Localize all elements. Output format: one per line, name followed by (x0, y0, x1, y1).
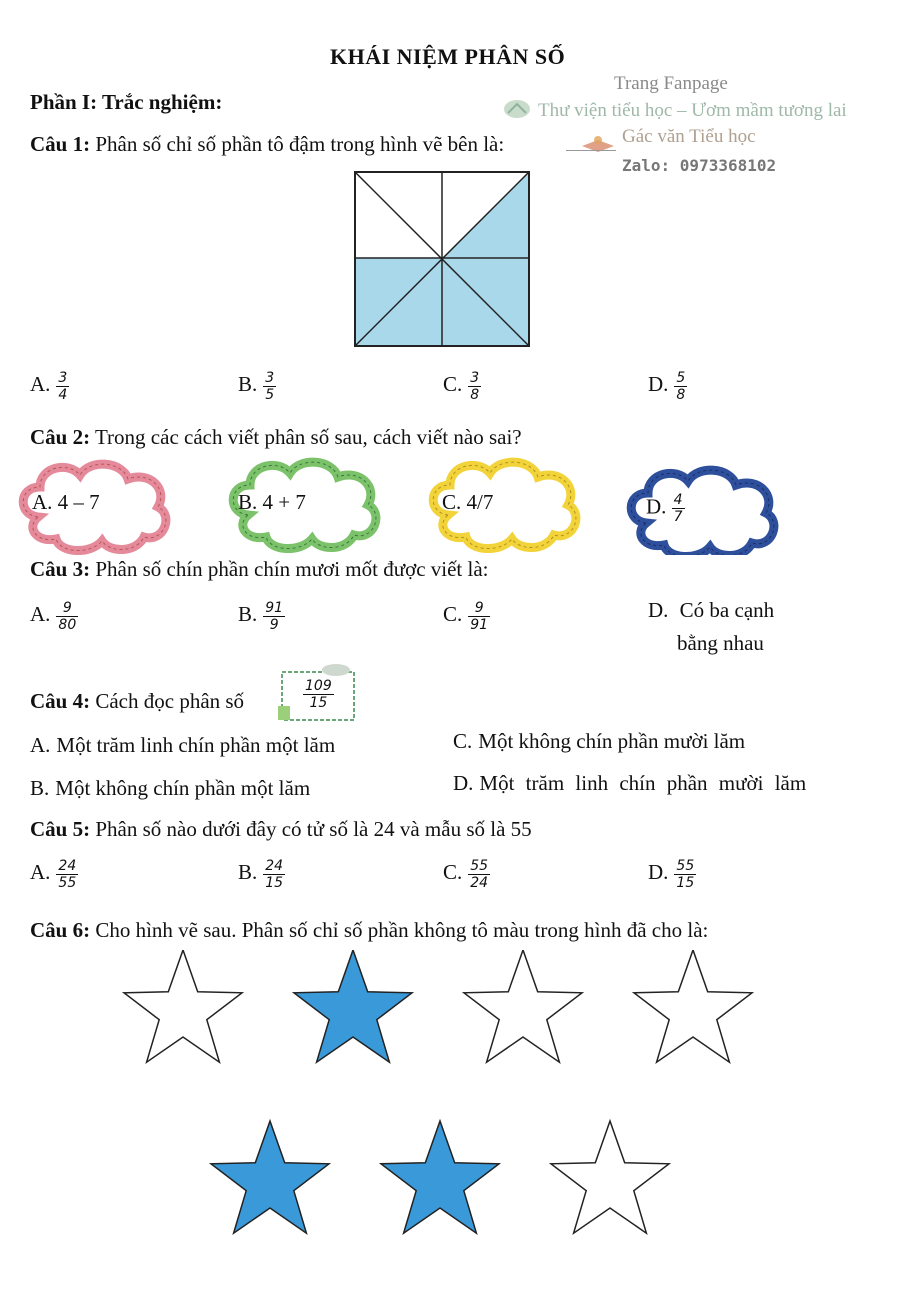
star-outline-icon (634, 950, 752, 1062)
q3-option-a[interactable]: A. $\frac{9}{80}$ (30, 600, 77, 634)
question-4: Câu 4: Cách đọc phân số (30, 689, 245, 713)
q4-option-c[interactable]: C. Một không chín phần mười lăm (453, 729, 746, 753)
q2-option-b[interactable]: B. 4 + 7 (238, 490, 306, 514)
watermark-line4: Zalo: 0973368102 (622, 156, 777, 175)
q5-option-a[interactable]: A. $\frac{24}{55}$ (30, 858, 77, 892)
part-heading: Phần I: Trắc nghiệm: (30, 90, 223, 114)
q3-option-c[interactable]: C. $\frac{9}{91}$ (443, 600, 489, 634)
q4-option-a[interactable]: A. Một trăm linh chín phần một lăm (30, 733, 336, 757)
q1-option-a[interactable]: A. $\frac{3}{4}$ (30, 370, 68, 404)
star-outline-icon (464, 950, 582, 1062)
q1-option-c[interactable]: C. $\frac{3}{8}$ (443, 370, 480, 404)
q1-option-b[interactable]: B. $\frac{3}{5}$ (238, 370, 275, 404)
q2-option-a[interactable]: A. 4 – 7 (32, 490, 100, 514)
question-5: Câu 5: Phân số nào dưới đây có tử số là 24 và mẫu số là 55 (30, 817, 532, 841)
star-outline-icon (551, 1121, 669, 1233)
q4-option-d[interactable]: D. Một trăm linh chín phần mười lăm (453, 771, 807, 795)
q2-option-c[interactable]: C. 4/7 (442, 490, 494, 514)
star-filled-icon (381, 1121, 499, 1233)
question-3: Câu 3: Phân số chín phần chín mươi mốt được viết là: (30, 557, 489, 581)
square-figure (353, 170, 531, 348)
q2-option-d[interactable]: D. $\frac{4}{7}$ (646, 492, 683, 526)
stars-figure (0, 950, 909, 1250)
blank-line (566, 150, 616, 151)
q3-option-d[interactable]: D. Có ba cạnh (648, 598, 775, 622)
question-1-text: Phân số chỉ số phần tô đậm trong hình vẽ bên là: (90, 132, 505, 156)
question-1-label: Câu 1: (30, 132, 91, 156)
star-filled-icon (211, 1121, 329, 1233)
question-1 (30, 132, 504, 157)
question-6: Câu 6: Cho hình vẽ sau. Phân số chỉ số phần không tô màu trong hình đã cho là: (30, 918, 709, 942)
q4-fraction: $\frac{109}{15}$ (305, 678, 332, 712)
q5-option-c[interactable]: C. $\frac{55}{24}$ (443, 858, 489, 892)
q3-option-b[interactable]: B. $\frac{91}{9}$ (238, 600, 284, 634)
question-2: Câu 2: Trong các cách viết phân số sau, cách viết nào sai? (30, 425, 522, 449)
watermark-line1: Trang Fanpage (614, 73, 728, 94)
watermark-line3: Gác văn Tiểu học (622, 126, 756, 147)
star-outline-icon (124, 950, 242, 1062)
page-title: KHÁI NIỆM PHÂN SỐ (330, 44, 566, 69)
star-filled-icon (294, 950, 412, 1062)
q1-option-d[interactable]: D. $\frac{5}{8}$ (648, 370, 686, 404)
leaf-logo-icon (502, 98, 532, 120)
watermark-line2: Thư viện tiểu học – Ươm mầm tương lai (538, 100, 847, 121)
q5-option-d[interactable]: D. $\frac{55}{15}$ (648, 858, 695, 892)
q3-option-d-line2: bằng nhau (677, 631, 764, 655)
q5-option-b[interactable]: B. $\frac{24}{15}$ (238, 858, 284, 892)
q4-option-b[interactable]: B. Một không chín phần một lăm (30, 776, 311, 800)
